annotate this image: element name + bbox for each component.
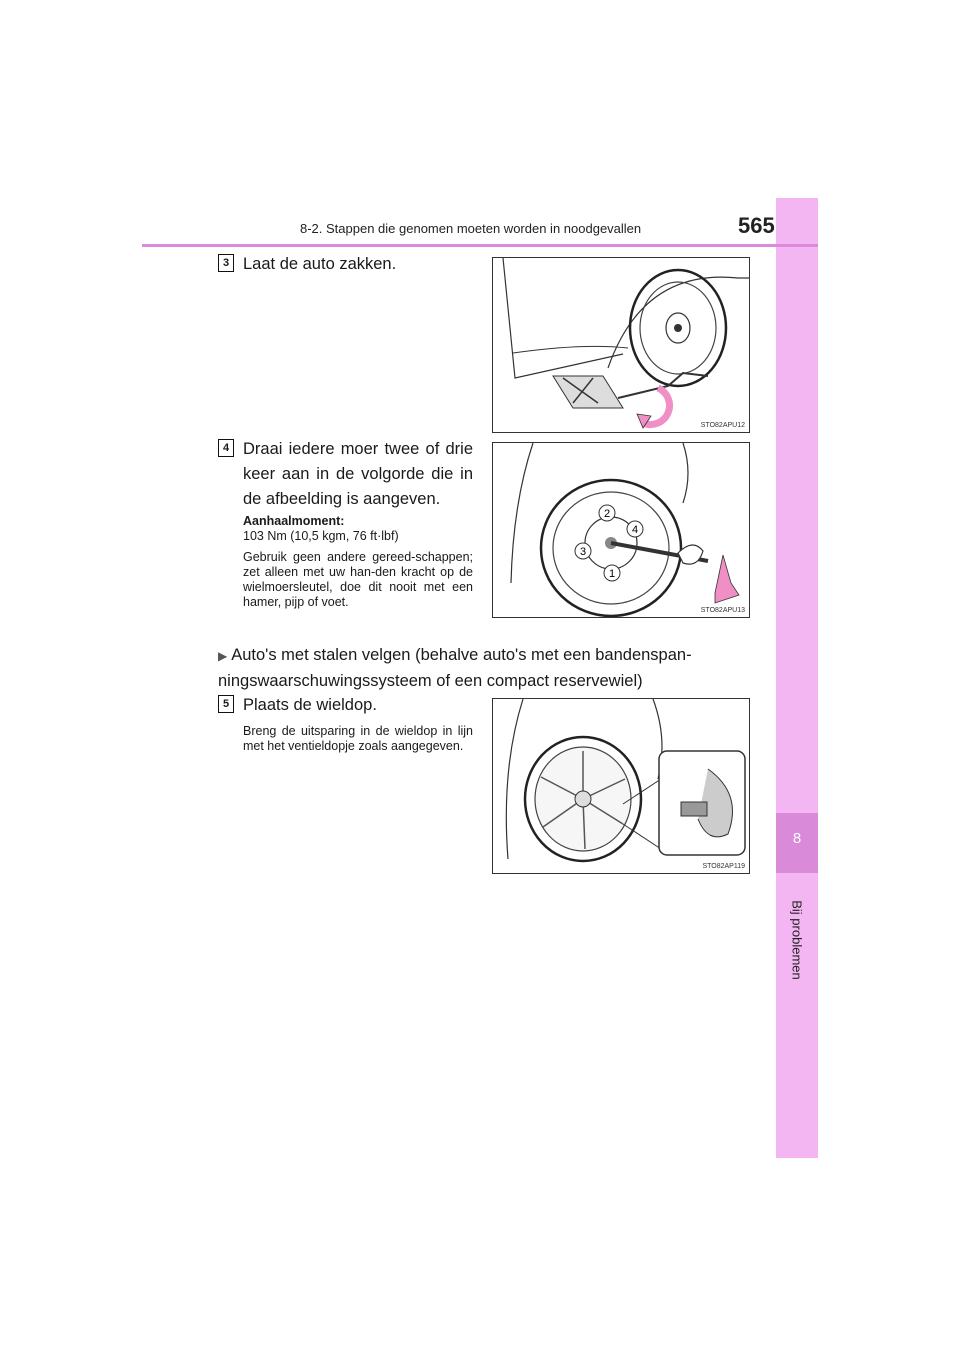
figure-code: STO82APU12 (700, 422, 745, 429)
chapter-title: Bij problemen (789, 900, 805, 980)
figure-code: STO82AP119 (702, 863, 745, 870)
page-number: 565 (738, 213, 775, 238)
tighten-nuts-illustration (493, 443, 749, 617)
section-heading: 8-2. Stappen die genomen moeten worden in noodgevallen (300, 221, 642, 236)
step-5-text: Plaats de wieldop. (243, 696, 377, 714)
chapter-number: 8 (792, 830, 802, 847)
lower-car-illustration (493, 258, 749, 432)
header-rule (142, 244, 818, 247)
step-5-note: Breng de uitsparing in de wieldop in lijn met het ventieldopje zoals aangegeven. (243, 724, 473, 753)
nut-label-3: 3 (579, 546, 587, 558)
step-3-text: Laat de auto zakken. (243, 255, 397, 273)
step-number-5: 5 (218, 695, 234, 713)
step-number-3: 3 (218, 254, 234, 272)
nut-label-4: 4 (631, 524, 639, 536)
step-number-4: 4 (218, 439, 234, 457)
torque-label: Aanhaalmoment: (243, 514, 345, 528)
chapter-side-tab (776, 198, 818, 1158)
torque-value: 103 Nm (10,5 kgm, 76 ft·lbf) (243, 529, 399, 543)
triangle-bullet-icon: ▶ (218, 649, 228, 663)
nut-label-2: 2 (603, 508, 611, 520)
steel-wheels-condition (218, 643, 750, 694)
step-4-text: Draai iedere moer twee of drie keer aan in de volgorde die in de afbeelding is aangeven. (243, 440, 473, 508)
figure-wheel-cap (492, 698, 750, 874)
figure-lower-car (492, 257, 750, 433)
step-4-note: Gebruik geen andere gereed-schappen; zet alleen met uw han-den kracht op de wielmoersleutel, doe dit nooit met een hamer, pijp of voet. (243, 550, 473, 609)
figure-code: STO82APU13 (700, 607, 745, 614)
nut-label-1: 1 (608, 568, 616, 580)
figure-tighten-nuts (492, 442, 750, 618)
bullet-text: Auto's met stalen velgen (behalve auto's met een bandenspan-ningswaarschuwingssysteem of een compact reservewiel) (218, 646, 692, 690)
wheel-cap-illustration (493, 699, 749, 873)
